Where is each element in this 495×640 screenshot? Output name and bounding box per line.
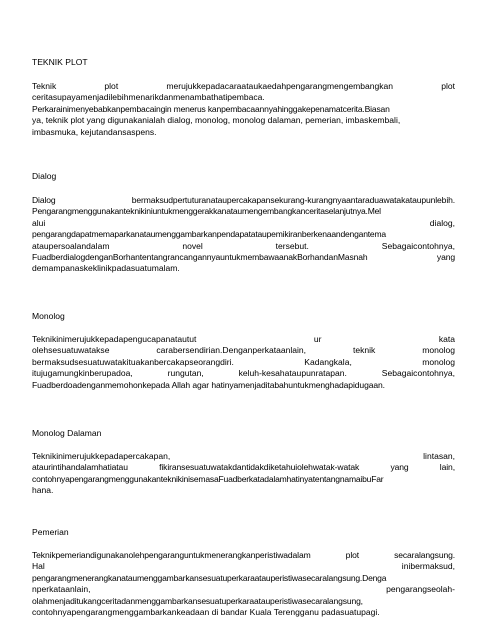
paragraph-line: ya, teknik plot yang digunakanialah dialog, monolog, monolog dalaman, pemerian, imbaskembali, [32, 115, 401, 126]
section-heading-dialog: Dialog [32, 171, 57, 181]
paragraph-line: demampanaskeklinikpadasuatumalam. [32, 263, 180, 274]
section-paragraph-pemerian [32, 550, 455, 618]
paragraph-line: alui dialog, [32, 217, 455, 228]
paragraph-line: pengarangmenerangkanataumenggambarkansesuatuperkaraatauperistiwasecaralangsung.Denga [32, 572, 387, 583]
paragraph-line: bermaksudsesuatuwatakituakanbercakapseorangdiri. Kadangkala, monolog [32, 356, 455, 367]
paragraph-line: contohnyapengarangmenggambarkankeadaan di bandar Kuala Terengganu padasuatupagi. [32, 606, 380, 617]
paragraph-line: imbasmuka, kejutandansaspens. [32, 126, 157, 137]
paragraph-line: Hal inibermaksud, [32, 561, 455, 572]
paragraph-line: FuadberdialogdenganBorhantentangrancangannyauntukmembawaanakBorhandanMasnah yang [32, 251, 455, 262]
paragraph-line: Perkarainimenyebabkanpembacaingin menerus kanpembacaannyahinggakepenamatcerita.Biasan [32, 103, 390, 114]
document-page [32, 0, 455, 640]
section-heading-monolog: Monolog [32, 311, 65, 321]
paragraph-line: pengarangdapatmemaparkanataumenggambarkanpendapatataupemikiranberkenaandengantema [32, 229, 386, 240]
document-title: TEKNIK PLOT [32, 57, 88, 67]
paragraph-line: ceritasupayamenjadilebihmenarikdanmenambathatipembaca. [32, 92, 265, 103]
paragraph-line: itujugamungkinberupadoa, rungutan, keluh-kesahataupunratapan. Sebagaicontohnya, [32, 368, 455, 379]
intro-paragraph [32, 81, 455, 138]
section-heading-monolog-dalaman: Monolog Dalaman [32, 428, 102, 438]
paragraph-line: hana. [32, 485, 54, 496]
section-paragraph-monolog [32, 334, 455, 391]
paragraph-line: Dialog bermaksudpertuturanataupercakapansekurang-kurangnyaantaraduawatakataupunlebih. [32, 195, 455, 205]
section-paragraph-monolog-dalaman [32, 451, 455, 497]
paragraph-line: Teknikpemeriandigunakanolehpengaranguntukmenerangkanperistiwadalam plot secaralangsung. [32, 550, 455, 560]
paragraph-line: olahmenjaditukangceritadanmenggambarkansesuatuperkaraatauperistiwasecaralangsung, [32, 595, 363, 606]
section-heading-pemerian: Pemerian [32, 527, 69, 537]
paragraph-line: Teknik plot merujukkepadacaraataukaedahpengarangmengembangkan plot [32, 81, 455, 91]
paragraph-line: Fuadberdoadenganmemohonkepada Allah agar hatinyamenjaditabahuntukmenghadapidugaan. [32, 379, 385, 390]
paragraph-line: nperkataanlain, pengarangseolah- [32, 584, 455, 595]
section-paragraph-dialog [32, 195, 455, 275]
paragraph-line: ataurintihandalamhatiatau fikiransesuatuwatakdantidakdiketahuiolehwatak-watak yang lain, [32, 462, 455, 473]
paragraph-line: Pengarangmenggunakanteknikiniuntukmenggerakkanataumengembangkanceritaselanjutnya.Mel [32, 206, 381, 217]
paragraph-line: ataupersoalandalam novel tersebut. Sebagaicontohnya, [32, 240, 455, 251]
paragraph-line: Teknikinimerujukkepadapercakapan, lintasan, [32, 451, 455, 461]
paragraph-line: olehsesuatuwatakse carabersendirian.Denganperkataanlain, teknik monolog [32, 345, 455, 356]
paragraph-line: contohnyapengarangmenggunakanteknikinisemasaFuadberkatadalamhatinyatentangnamaibuFar [32, 473, 384, 484]
paragraph-line: Teknikinimerujukkepadapengucapanatautut ur kata [32, 334, 455, 344]
